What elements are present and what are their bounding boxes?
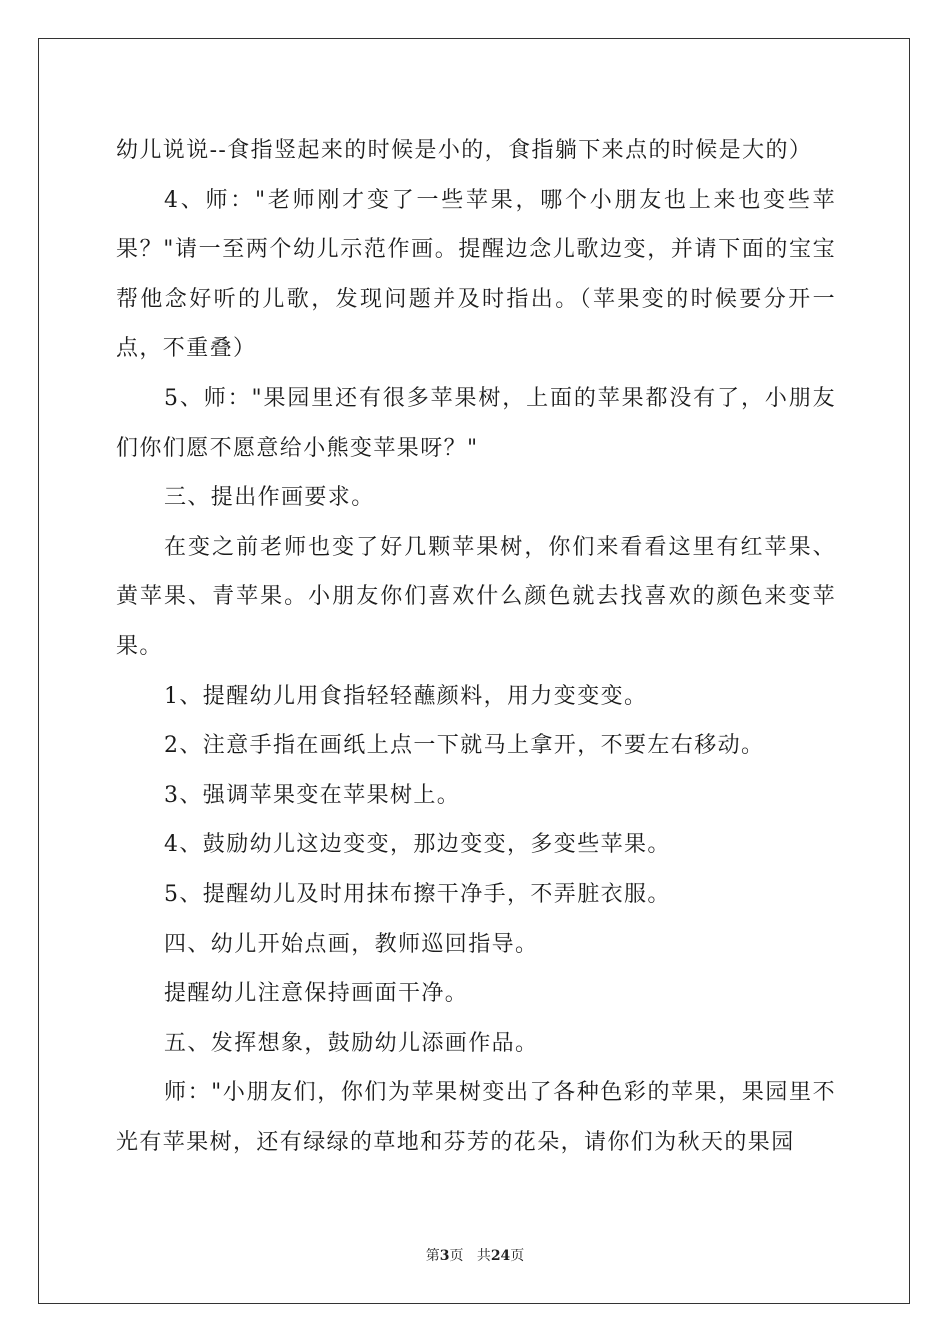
footer-total-prefix: 共 xyxy=(476,1248,491,1264)
paragraph-14: 师："小朋友们，你们为苹果树变出了各种色彩的苹果，果园里不光有苹果树，还有绿绿的草地和芬芳的花朵，请你们为秋天的果园 xyxy=(116,1080,836,1155)
footer-total-suffix: 页 xyxy=(510,1248,525,1264)
paragraph-12: 提醒幼儿注意保持画面干净。 xyxy=(164,981,469,1007)
footer-total-pages: 24 xyxy=(490,1248,511,1264)
section-heading-5: 五、发挥想象，鼓励幼儿添画作品。 xyxy=(164,1030,539,1056)
section-heading-4: 四、幼儿开始点画，教师巡回指导。 xyxy=(164,931,539,957)
section-heading-3: 三、提出作画要求。 xyxy=(164,485,375,511)
paragraph-5: 在变之前老师也变了好几颗苹果树，你们来看看这里有红苹果、黄苹果、青苹果。小朋友你们喜欢什么颜色就去找喜欢的颜色来变苹果。 xyxy=(116,534,836,659)
paragraph-2: 4、师："老师刚才变了一些苹果，哪个小朋友也上来也变些苹果？"请一至两个幼儿示范作画。提醒边念儿歌边变，并请下面的宝宝帮他念好听的儿歌，发现问题并及时指出。（苹果变的时候要分开一点，不重叠） xyxy=(116,187,836,362)
document-body xyxy=(116,126,836,1167)
footer-page-prefix: 第 xyxy=(425,1248,440,1264)
list-item-1: 1、提醒幼儿用食指轻轻蘸颜料，用力变变变。 xyxy=(164,683,648,709)
footer-page-number: 3 xyxy=(439,1248,450,1264)
paragraph-3: 5、师："果园里还有很多苹果树，上面的苹果都没有了，小朋友们你们愿不愿意给小熊变苹果呀？" xyxy=(116,385,836,461)
list-item-4: 4、鼓励幼儿这边变变，那边变变，多变些苹果。 xyxy=(164,832,671,858)
list-item-3: 3、强调苹果变在苹果树上。 xyxy=(164,782,461,808)
paragraph-1: 幼儿说说--食指竖起来的时候是小的，食指躺下来点的时候是大的） xyxy=(116,138,813,163)
page-footer xyxy=(0,1245,950,1265)
footer-page-suffix: 页 xyxy=(449,1248,464,1264)
list-item-5: 5、提醒幼儿及时用抹布擦干净手，不弄脏衣服。 xyxy=(164,881,671,907)
list-item-2: 2、注意手指在画纸上点一下就马上拿开，不要左右移动。 xyxy=(164,733,765,759)
